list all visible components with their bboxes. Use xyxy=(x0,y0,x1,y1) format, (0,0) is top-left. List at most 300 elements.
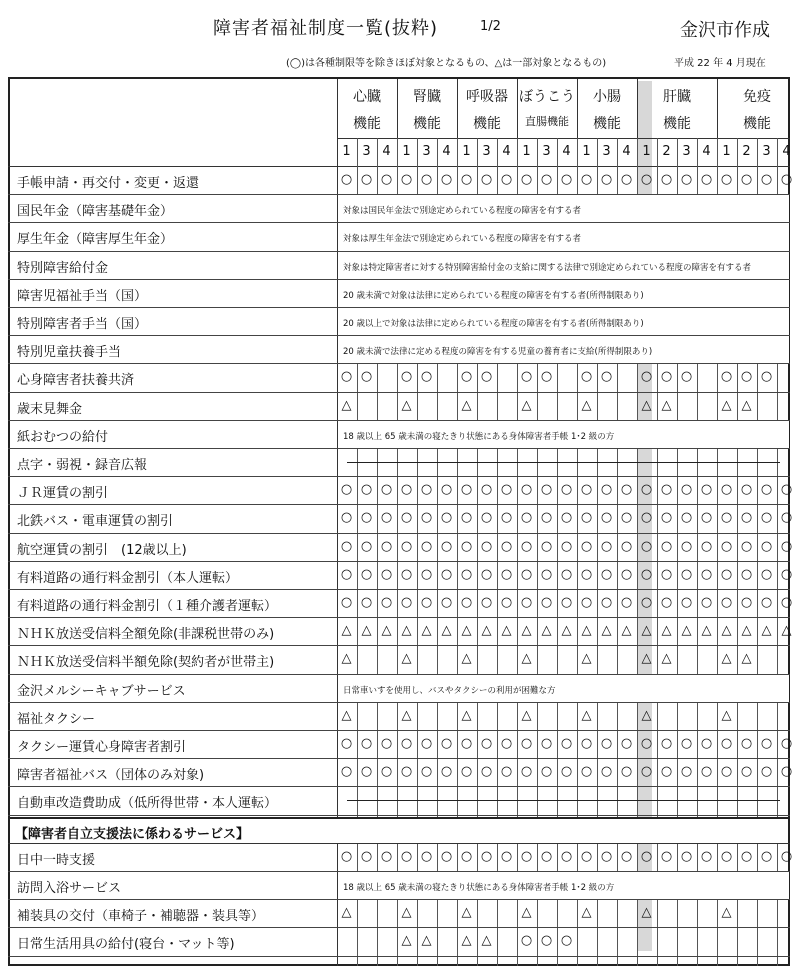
circle-mark: ○ xyxy=(340,172,353,187)
grade-number: 3 xyxy=(362,144,371,159)
circle-mark: ○ xyxy=(560,538,573,554)
circle-mark: ○ xyxy=(340,566,353,582)
triangle-mark: △ xyxy=(621,623,632,639)
circle-mark: ○ xyxy=(500,172,513,187)
circle-mark: ○ xyxy=(620,764,633,780)
row-note: 18 歳以上 65 歳未満の寝たきり状態にある身体障害者手帳 1･2 級の方 xyxy=(343,883,615,893)
row-label: 有料道路の通行料金割引（１種介護者運転） xyxy=(17,599,278,614)
circle-mark: ○ xyxy=(540,848,553,864)
triangle-mark: △ xyxy=(501,623,512,639)
circle-mark: ○ xyxy=(740,510,753,526)
triangle-mark: △ xyxy=(421,623,432,639)
circle-mark: ○ xyxy=(360,566,373,582)
triangle-mark: △ xyxy=(481,623,492,639)
circle-mark: ○ xyxy=(620,510,633,526)
circle-mark: ○ xyxy=(360,369,373,385)
circle-mark: ○ xyxy=(600,764,613,780)
circle-mark: ○ xyxy=(720,172,733,187)
circle-mark: ○ xyxy=(740,566,753,582)
circle-mark: ○ xyxy=(660,369,673,385)
dash-line xyxy=(347,462,780,463)
triangle-mark: △ xyxy=(581,651,592,667)
row-label: 紙おむつの給付 xyxy=(17,429,109,445)
circle-mark: ○ xyxy=(640,369,653,385)
circle-mark: ○ xyxy=(360,510,373,526)
circle-mark: ○ xyxy=(660,538,673,554)
triangle-mark: △ xyxy=(401,623,412,639)
circle-mark: ○ xyxy=(440,538,453,554)
circle-mark: ○ xyxy=(440,848,453,864)
circle-mark: ○ xyxy=(760,369,773,385)
circle-mark: ○ xyxy=(660,848,673,864)
circle-mark: ○ xyxy=(380,595,393,610)
circle-mark: ○ xyxy=(620,172,633,187)
triangle-mark: △ xyxy=(521,905,532,921)
circle-mark: ○ xyxy=(700,482,713,498)
row-label: 手帳申請・再交付・変更・返還 xyxy=(17,176,200,191)
circle-mark: ○ xyxy=(700,566,713,582)
circle-mark: ○ xyxy=(680,538,693,554)
grade-number: 3 xyxy=(602,144,611,159)
row-divider xyxy=(8,815,790,816)
circle-mark: ○ xyxy=(760,482,773,498)
triangle-mark: △ xyxy=(721,651,732,667)
row-label: ＮＨＫ放送受信料全額免除(非課税世帯のみ) xyxy=(17,627,275,643)
circle-mark: ○ xyxy=(760,595,773,610)
circle-mark: ○ xyxy=(520,566,533,582)
circle-mark: ○ xyxy=(780,566,793,582)
circle-mark: ○ xyxy=(720,369,733,385)
row-label: ＪＲ運賃の割引 xyxy=(17,486,109,502)
circle-mark: ○ xyxy=(460,566,473,582)
circle-mark: ○ xyxy=(660,172,673,187)
row-label: 厚生年金（障害厚生年金） xyxy=(17,232,174,248)
circle-mark: ○ xyxy=(540,369,553,385)
triangle-mark: △ xyxy=(521,397,532,413)
circle-mark: ○ xyxy=(500,566,513,582)
row-divider xyxy=(8,786,790,787)
circle-mark: ○ xyxy=(360,482,373,498)
circle-mark: ○ xyxy=(380,538,393,554)
circle-mark: ○ xyxy=(680,764,693,780)
circle-mark: ○ xyxy=(780,848,793,864)
circle-mark: ○ xyxy=(740,736,753,751)
group-name: 呼吸器 xyxy=(466,89,508,105)
triangle-mark: △ xyxy=(661,651,672,667)
circle-mark: ○ xyxy=(740,172,753,187)
circle-mark: ○ xyxy=(420,736,433,751)
circle-mark: ○ xyxy=(460,848,473,864)
circle-mark: ○ xyxy=(720,764,733,780)
circle-mark: ○ xyxy=(640,848,653,864)
circle-mark: ○ xyxy=(460,369,473,385)
circle-mark: ○ xyxy=(600,566,613,582)
row-note: 日常車いすを使用し、バスやタクシーの利用が困難な方 xyxy=(343,685,556,696)
triangle-mark: △ xyxy=(721,905,732,921)
circle-mark: ○ xyxy=(380,566,393,582)
row-divider xyxy=(8,702,790,703)
grade-number: 3 xyxy=(482,144,491,159)
row-label: タクシー運賃心身障害者割引 xyxy=(17,740,187,755)
circle-mark: ○ xyxy=(480,595,493,610)
circle-mark: ○ xyxy=(500,736,513,751)
group-name: 小腸 xyxy=(593,89,621,105)
circle-mark: ○ xyxy=(600,595,613,610)
circle-mark: ○ xyxy=(480,736,493,751)
circle-mark: ○ xyxy=(780,482,793,498)
circle-mark: ○ xyxy=(440,595,453,610)
circle-mark: ○ xyxy=(760,566,773,582)
circle-mark: ○ xyxy=(360,764,373,780)
circle-mark: ○ xyxy=(740,538,753,554)
circle-mark: ○ xyxy=(520,933,533,949)
circle-mark: ○ xyxy=(480,510,493,526)
grade-number: 1 xyxy=(402,144,411,159)
circle-mark: ○ xyxy=(600,172,613,187)
circle-mark: ○ xyxy=(560,764,573,780)
circle-mark: ○ xyxy=(780,595,793,610)
circle-mark: ○ xyxy=(700,848,713,864)
row-note: 20 歳未満で法律に定める程度の障害を有する児童の養育者に支給(所得制限あり) xyxy=(343,347,653,358)
triangle-mark: △ xyxy=(721,623,732,639)
circle-mark: ○ xyxy=(480,848,493,864)
circle-mark: ○ xyxy=(400,566,413,582)
grade-number: 2 xyxy=(662,144,671,159)
circle-mark: ○ xyxy=(600,482,613,498)
triangle-mark: △ xyxy=(421,933,432,949)
circle-mark: ○ xyxy=(480,172,493,187)
circle-mark: ○ xyxy=(420,566,433,582)
circle-mark: ○ xyxy=(460,538,473,554)
row-note: 対象は特定障害者に対する特別障害給付金の支給に関する法律で別途定められている程度の障害を有する者 xyxy=(343,262,752,273)
row-divider xyxy=(8,758,790,759)
circle-mark: ○ xyxy=(420,482,433,498)
circle-mark: ○ xyxy=(560,595,573,610)
circle-mark: ○ xyxy=(680,510,693,526)
circle-mark: ○ xyxy=(560,848,573,864)
circle-mark: ○ xyxy=(720,595,733,610)
circle-mark: ○ xyxy=(780,172,793,187)
circle-mark: ○ xyxy=(600,848,613,864)
circle-mark: ○ xyxy=(480,369,493,385)
triangle-mark: △ xyxy=(461,707,472,723)
circle-mark: ○ xyxy=(700,538,713,554)
triangle-mark: △ xyxy=(461,905,472,921)
triangle-mark: △ xyxy=(781,623,792,639)
row-label: 金沢メルシーキャブサービス xyxy=(17,683,186,699)
circle-mark: ○ xyxy=(760,538,773,554)
triangle-mark: △ xyxy=(481,933,492,949)
circle-mark: ○ xyxy=(540,538,553,554)
grade-number: 4 xyxy=(782,144,791,159)
circle-mark: ○ xyxy=(680,369,693,385)
circle-mark: ○ xyxy=(340,848,353,864)
circle-mark: ○ xyxy=(620,848,633,864)
row-label: 有料道路の通行料金割引（本人運転） xyxy=(17,570,239,586)
grade-number: 2 xyxy=(742,144,751,159)
row-label: 航空運賃の割引 (12歳以上) xyxy=(17,542,187,558)
row-label: 障害児福祉手当（国） xyxy=(17,288,148,304)
circle-mark: ○ xyxy=(540,566,553,582)
dash-line xyxy=(347,800,780,801)
circle-mark: ○ xyxy=(560,482,573,498)
circle-mark: ○ xyxy=(380,172,393,187)
circle-mark: ○ xyxy=(500,848,513,864)
circle-mark: ○ xyxy=(580,764,593,780)
circle-mark: ○ xyxy=(660,510,673,526)
circle-mark: ○ xyxy=(580,566,593,582)
triangle-mark: △ xyxy=(521,623,532,639)
circle-mark: ○ xyxy=(740,482,753,498)
header-bottom-line xyxy=(8,166,790,167)
circle-mark: ○ xyxy=(340,369,353,385)
author: 金沢市作成 xyxy=(680,20,770,41)
circle-mark: ○ xyxy=(440,764,453,780)
circle-mark: ○ xyxy=(700,736,713,751)
circle-mark: ○ xyxy=(600,736,613,751)
circle-mark: ○ xyxy=(540,510,553,526)
circle-mark: ○ xyxy=(740,848,753,864)
circle-mark: ○ xyxy=(520,736,533,751)
circle-mark: ○ xyxy=(480,566,493,582)
triangle-mark: △ xyxy=(341,623,352,639)
circle-mark: ○ xyxy=(580,482,593,498)
triangle-mark: △ xyxy=(401,905,412,921)
row-divider xyxy=(8,561,790,562)
triangle-mark: △ xyxy=(461,933,472,949)
circle-mark: ○ xyxy=(460,736,473,751)
circle-mark: ○ xyxy=(340,736,353,751)
triangle-mark: △ xyxy=(401,397,412,413)
circle-mark: ○ xyxy=(380,736,393,751)
circle-mark: ○ xyxy=(480,764,493,780)
row-label: 補装具の交付（車椅子・補聴器・装具等） xyxy=(17,909,265,925)
triangle-mark: △ xyxy=(461,623,472,639)
circle-mark: ○ xyxy=(340,595,353,610)
circle-mark: ○ xyxy=(720,510,733,526)
circle-mark: ○ xyxy=(560,933,573,949)
circle-mark: ○ xyxy=(540,595,553,610)
row-label: 心身障害者扶養共済 xyxy=(17,373,135,389)
circle-mark: ○ xyxy=(780,510,793,526)
row-label: 特別障害給付金 xyxy=(17,260,109,276)
circle-mark: ○ xyxy=(440,736,453,751)
grade-number: 1 xyxy=(582,144,591,159)
circle-mark: ○ xyxy=(540,933,553,949)
triangle-mark: △ xyxy=(361,623,372,639)
triangle-mark: △ xyxy=(661,397,672,413)
grade-number: 4 xyxy=(622,144,631,159)
circle-mark: ○ xyxy=(700,510,713,526)
circle-mark: ○ xyxy=(620,736,633,751)
circle-mark: ○ xyxy=(460,510,473,526)
triangle-mark: △ xyxy=(521,707,532,723)
circle-mark: ○ xyxy=(780,736,793,751)
circle-mark: ○ xyxy=(420,172,433,187)
page-number: 1/2 xyxy=(480,19,501,34)
group-subname: 直腸機能 xyxy=(525,115,569,128)
circle-mark: ○ xyxy=(500,538,513,554)
circle-mark: ○ xyxy=(560,736,573,751)
circle-mark: ○ xyxy=(360,848,373,864)
circle-mark: ○ xyxy=(560,172,573,187)
triangle-mark: △ xyxy=(401,651,412,667)
circle-mark: ○ xyxy=(640,566,653,582)
row-note: 18 歳以上 65 歳未満の寝たきり状態にある身体障害者手帳 1･2 級の方 xyxy=(343,431,615,442)
circle-mark: ○ xyxy=(360,172,373,187)
circle-mark: ○ xyxy=(340,764,353,780)
row-label: 訪問入浴サービス xyxy=(17,881,122,896)
header-mid-line xyxy=(337,138,790,139)
row-divider xyxy=(8,730,790,731)
circle-mark: ○ xyxy=(400,510,413,526)
page-title: 障害者福祉制度一覧(抜粋) xyxy=(213,18,439,39)
circle-mark: ○ xyxy=(780,764,793,780)
circle-mark: ○ xyxy=(560,566,573,582)
circle-mark: ○ xyxy=(660,736,673,751)
circle-mark: ○ xyxy=(640,764,653,780)
circle-mark: ○ xyxy=(360,736,373,751)
group-subname: 機能 xyxy=(353,116,381,132)
circle-mark: ○ xyxy=(420,510,433,526)
circle-mark: ○ xyxy=(740,369,753,385)
circle-mark: ○ xyxy=(740,595,753,610)
grade-number: 1 xyxy=(522,144,531,159)
row-label: 日中一時支援 xyxy=(17,852,96,868)
grade-number: 1 xyxy=(722,144,731,159)
circle-mark: ○ xyxy=(640,736,653,751)
row-label: 国民年金（障害基礎年金） xyxy=(17,204,174,220)
row-divider xyxy=(8,899,790,900)
triangle-mark: △ xyxy=(641,651,652,667)
circle-mark: ○ xyxy=(760,736,773,751)
circle-mark: ○ xyxy=(740,764,753,780)
triangle-mark: △ xyxy=(461,651,472,667)
circle-mark: ○ xyxy=(580,848,593,864)
circle-mark: ○ xyxy=(640,172,653,187)
circle-mark: ○ xyxy=(520,369,533,385)
group-name: 肝臓 xyxy=(663,89,691,105)
triangle-mark: △ xyxy=(741,651,752,667)
row-label: 歳末見舞金 xyxy=(17,401,83,417)
group-name: 免疫 xyxy=(743,89,771,105)
circle-mark: ○ xyxy=(400,848,413,864)
grade-number: 4 xyxy=(562,144,571,159)
circle-mark: ○ xyxy=(420,538,433,554)
circle-mark: ○ xyxy=(720,848,733,864)
triangle-mark: △ xyxy=(461,397,472,413)
triangle-mark: △ xyxy=(721,397,732,413)
circle-mark: ○ xyxy=(760,764,773,780)
grade-number: 3 xyxy=(542,144,551,159)
circle-mark: ○ xyxy=(500,482,513,498)
circle-mark: ○ xyxy=(580,538,593,554)
grade-number: 3 xyxy=(682,144,691,159)
triangle-mark: △ xyxy=(341,707,352,723)
grade-number: 1 xyxy=(642,144,651,159)
circle-mark: ○ xyxy=(520,848,533,864)
circle-mark: ○ xyxy=(640,595,653,610)
row-divider xyxy=(8,617,790,618)
group-name: ぼうこう xyxy=(519,89,575,105)
triangle-mark: △ xyxy=(581,397,592,413)
triangle-mark: △ xyxy=(661,623,672,639)
circle-mark: ○ xyxy=(660,764,673,780)
triangle-mark: △ xyxy=(541,623,552,639)
row-label: 自動車改造費助成（低所得世帯・本人運転） xyxy=(17,796,278,812)
circle-mark: ○ xyxy=(440,510,453,526)
circle-mark: ○ xyxy=(600,369,613,385)
circle-mark: ○ xyxy=(500,510,513,526)
circle-mark: ○ xyxy=(640,538,653,554)
row-divider xyxy=(8,533,790,534)
circle-mark: ○ xyxy=(460,595,473,610)
triangle-mark: △ xyxy=(581,905,592,921)
circle-mark: ○ xyxy=(380,510,393,526)
row-note: 20 歳未満で対象は法律に定められている程度の障害を有する者(所得制限あり) xyxy=(343,290,644,301)
circle-mark: ○ xyxy=(760,172,773,187)
triangle-mark: △ xyxy=(641,397,652,413)
triangle-mark: △ xyxy=(581,623,592,639)
circle-mark: ○ xyxy=(480,538,493,554)
circle-mark: ○ xyxy=(700,595,713,610)
group-subname: 機能 xyxy=(663,116,691,132)
grade-number: 4 xyxy=(382,144,391,159)
circle-mark: ○ xyxy=(420,595,433,610)
section-title: 【障害者自立支援法に係わるサービス】 xyxy=(15,826,250,842)
triangle-mark: △ xyxy=(441,623,452,639)
row-divider xyxy=(8,927,790,928)
triangle-mark: △ xyxy=(341,397,352,413)
circle-mark: ○ xyxy=(520,595,533,610)
grade-number: 3 xyxy=(422,144,431,159)
row-divider xyxy=(8,645,790,646)
circle-mark: ○ xyxy=(540,172,553,187)
circle-mark: ○ xyxy=(400,482,413,498)
circle-mark: ○ xyxy=(340,482,353,498)
circle-mark: ○ xyxy=(420,848,433,864)
row-label: 点字・弱視・録音広報 xyxy=(17,458,148,473)
circle-mark: ○ xyxy=(640,510,653,526)
circle-mark: ○ xyxy=(680,736,693,751)
triangle-mark: △ xyxy=(561,623,572,639)
row-divider xyxy=(8,363,790,364)
circle-mark: ○ xyxy=(540,482,553,498)
circle-mark: ○ xyxy=(360,538,373,554)
as-of-date: 平成 22 年 4 月現在 xyxy=(674,58,766,69)
circle-mark: ○ xyxy=(660,482,673,498)
row-divider xyxy=(8,448,790,449)
grade-number: 1 xyxy=(462,144,471,159)
circle-mark: ○ xyxy=(380,482,393,498)
circle-mark: ○ xyxy=(620,566,633,582)
row-label: 障害者福祉バス（団体のみ対象) xyxy=(17,768,205,784)
legend-note: (◯)は各種制限等を除きほぼ対象となるもの、△は一部対象となるもの) xyxy=(286,58,607,69)
triangle-mark: △ xyxy=(641,707,652,723)
circle-mark: ○ xyxy=(400,736,413,751)
grade-number: 4 xyxy=(502,144,511,159)
circle-mark: ○ xyxy=(460,764,473,780)
triangle-mark: △ xyxy=(761,623,772,639)
circle-mark: ○ xyxy=(680,595,693,610)
group-name: 心臓 xyxy=(353,89,381,105)
row-label: 特別児童扶養手当 xyxy=(17,345,122,361)
circle-mark: ○ xyxy=(420,369,433,385)
circle-mark: ○ xyxy=(620,538,633,554)
row-divider xyxy=(8,392,790,393)
circle-mark: ○ xyxy=(620,482,633,498)
circle-mark: ○ xyxy=(720,538,733,554)
